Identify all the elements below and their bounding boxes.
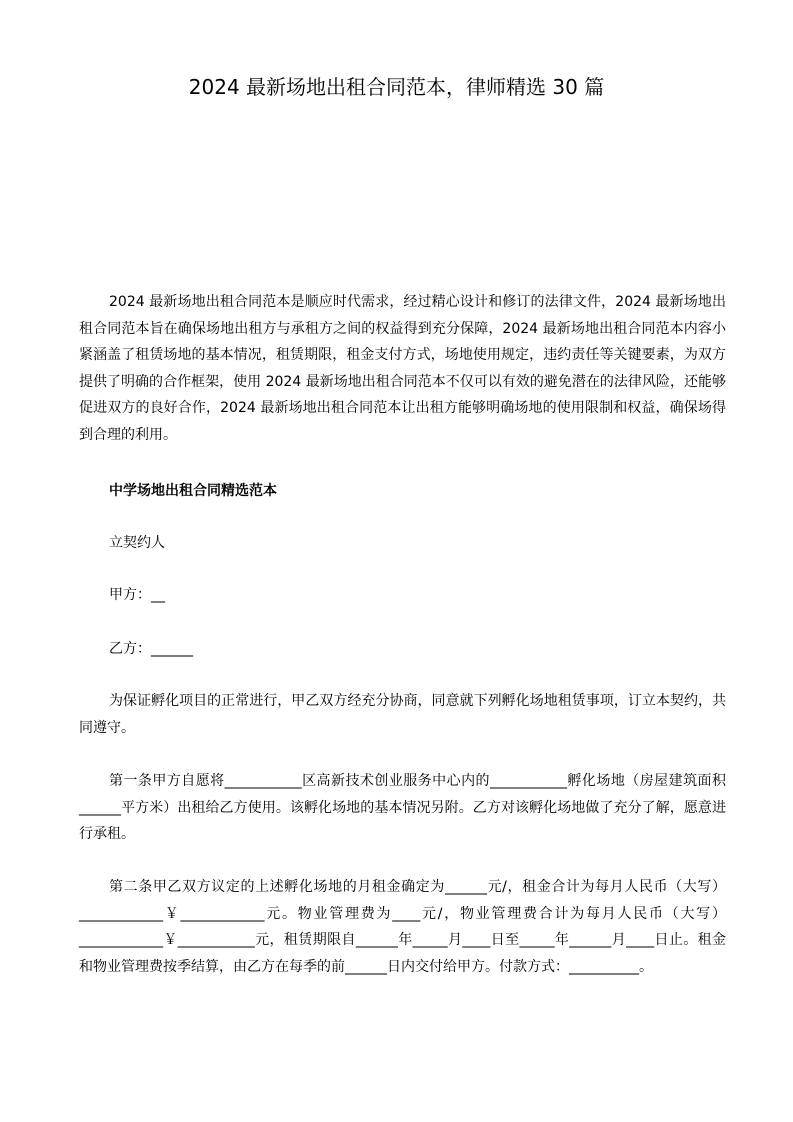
- intro-paragraph: 2024 最新场地出租合同范本是顺应时代需求，经过精心设计和修订的法律文件，2024 最新场地出租合同范本旨在确保场地出租方与承租方之间的权益得到充分保障，2024 最新场地出租合同范本内容小紧涵盖了租赁场地的基本情况，租赁期限，租金支付方式，场地使用规定，违约责任等关键要素，为双方提供了明确的合作框架，使用 2024 最新场地出租合同范本不仅可以有效的避免潜在的法律风险，还能够促进双方的良好合作，2024 最新场地出租合同范本让出租方能够明确场地的使用限制和权益，确保场得到合理的利用。: [79, 294, 726, 443]
- preamble-paragraph: 为保证孵化项目的正常进行，甲乙双方经充分协商，同意就下列孵化场地租赁事项，订立本契约，共同遵守。: [79, 693, 726, 736]
- section-heading: 中学场地出租合同精选范本: [109, 483, 277, 499]
- article-2-paragraph: 第二条甲乙双方议定的上述孵化场地的月租金确定为______元/，租金合计为每月人民币（大写）____________￥____________元。物业管理费为____元/，物业管理费合计为每月人民币（大写）____________￥___________元，租赁期限自______年_____月____日至_____年______月____日止。租金和物业管理费按季结算，由乙方在每季的前______日内交付给甲方。付款方式：__________。: [79, 879, 726, 975]
- party-a-line: 甲方：__: [109, 587, 165, 603]
- party-b-line: 乙方：______: [109, 641, 193, 657]
- article-1-paragraph: 第一条甲方自愿将___________区高新技术创业服务中心内的___________孵化场地（房屋建筑面积______平方米）出租给乙方使用。该孵化场地的基本情况另附。乙方对该孵化场地做了充分了解，愿意进行承租。: [79, 773, 726, 842]
- parties-label: 立契约人: [109, 535, 165, 551]
- document-title: 2024 最新场地出租合同范本，律师精选 30 篇: [188, 75, 605, 99]
